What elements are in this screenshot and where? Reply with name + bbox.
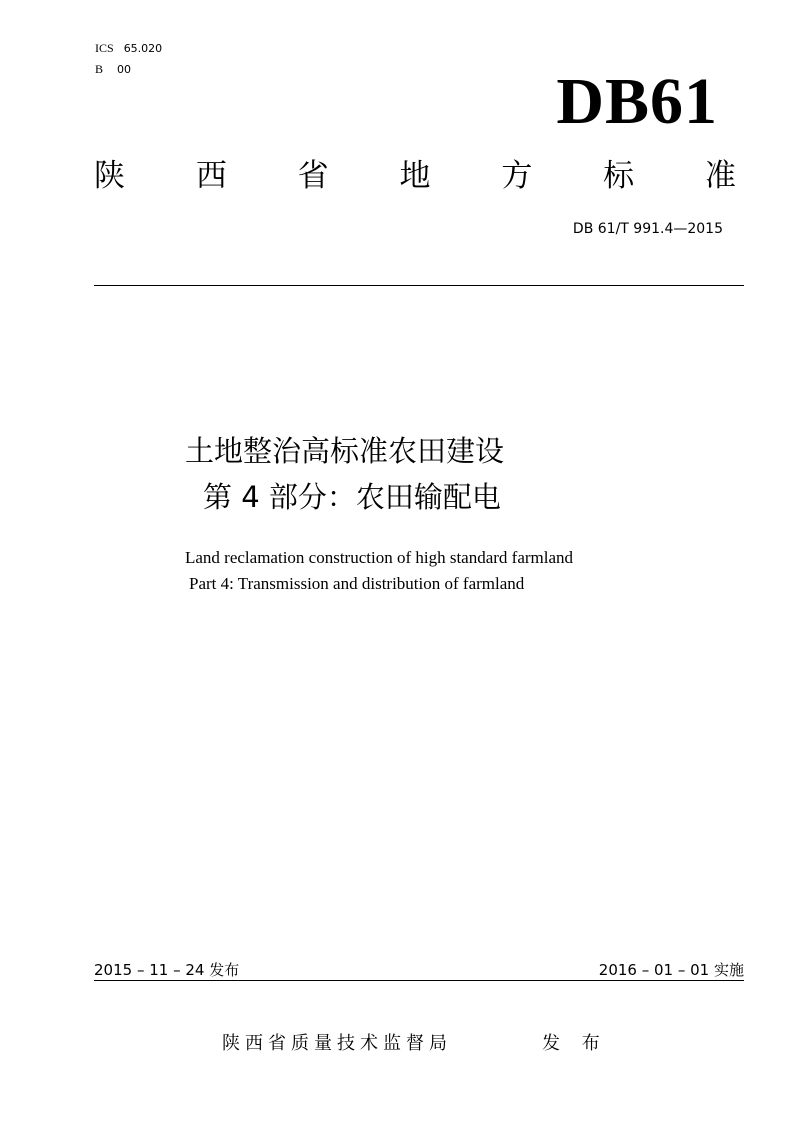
ics-label: ICS	[95, 41, 114, 55]
standard-type-char: 地	[399, 158, 431, 194]
standard-number: DB 61/T 991.4—2015	[572, 221, 723, 237]
issuing-authority: 陕西省质量技术监督局	[222, 1033, 452, 1054]
ics-code: 65.020	[123, 42, 163, 55]
title-cn-line2: 第 4 部分：农田输配电	[203, 480, 501, 514]
header-divider	[94, 285, 744, 286]
standard-type-char: 标	[603, 158, 635, 194]
ccs-classification	[95, 61, 131, 78]
issue-label: 发 布	[542, 1033, 608, 1054]
standard-type-char: 陕	[94, 158, 125, 194]
standard-type-char: 方	[501, 158, 533, 194]
title-en-line1: Land reclamation construction of high standard farmland	[185, 548, 574, 567]
ics-classification	[95, 40, 162, 57]
title-en-line2: Part 4: Transmission and distribution of farmland	[189, 574, 525, 593]
footer-divider	[94, 980, 744, 981]
ccs-label: B	[95, 62, 104, 76]
date-row	[94, 960, 744, 980]
standard-type-char: 西	[195, 158, 227, 194]
issue-date: 2015 – 11 – 24 发布	[94, 961, 240, 979]
standard-type-heading	[94, 156, 736, 196]
standard-type-char: 省	[297, 158, 329, 194]
standard-type-char: 准	[704, 158, 736, 194]
title-cn-line1: 土地整治高标准农田建设	[185, 434, 505, 468]
standard-logo: DB61	[556, 65, 718, 138]
implementation-date: 2016 – 01 – 01 实施	[598, 961, 744, 979]
ccs-code: 00	[117, 63, 132, 76]
